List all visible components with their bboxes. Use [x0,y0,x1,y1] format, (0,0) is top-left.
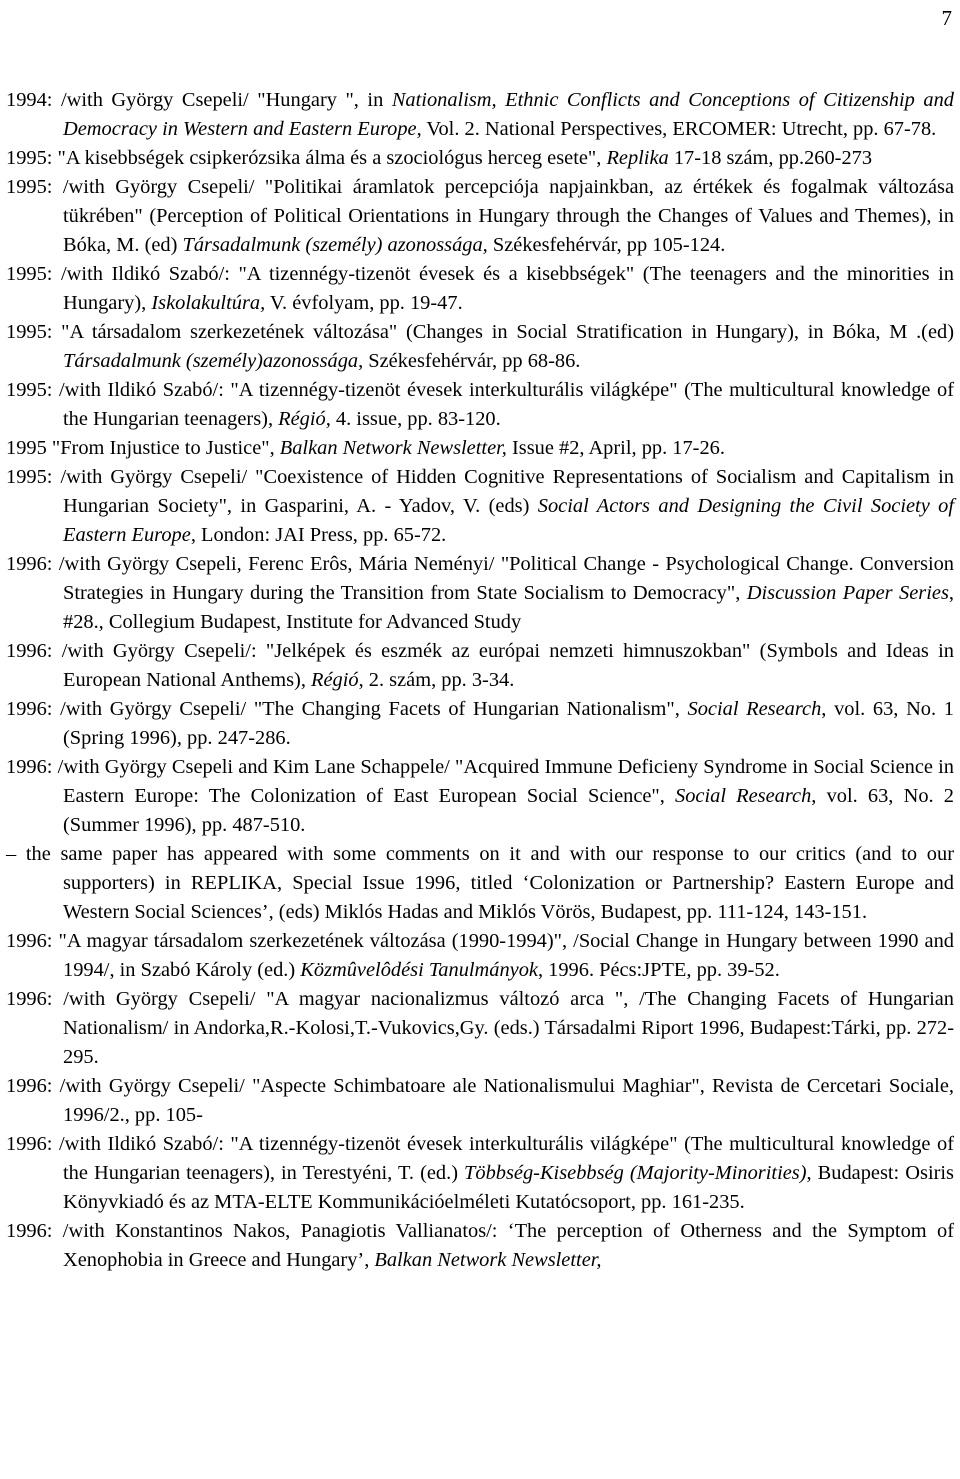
entry-text: , 2. szám, pp. 3-34. [358,669,515,691]
bibliography-entry [6,260,954,318]
bibliography-entry [6,144,954,173]
publication-title: Iskolakultúra, [151,292,266,314]
publication-title: Replika [606,147,669,169]
entry-text: 1995: /with Ildikó Szabó/: "A tizennégy-tizenöt évesek és a kisebbségek" (The teenagers and the minorities in Hungary), [6,263,954,314]
entry-text: , Vol. 2. National Perspectives, ERCOMER: Utrecht, pp. 67-78. [416,118,937,140]
bibliography-entry [6,86,954,144]
bibliography-entry [6,550,954,637]
entry-text: 1995: "A társadalom szerkezetének változása" (Changes in Social Stratification in Hungary), in Bóka, M .(ed) [6,321,954,343]
page-number: 7 [941,6,952,30]
bibliography-entry [6,463,954,550]
entry-text: 1996: /with György Csepeli, Ferenc Erôs, Mária Neményi/ "Political Change - Psychological Change. Conversion Strategies in Hungary during the Transition from State Socialism to Democracy", [6,553,954,604]
entry-text: 1996: /with György Csepeli/: "Jelképek és eszmék az európai nemzeti himnuszokban" (Symbols and Ideas in European National Anthems), [6,640,954,691]
entry-text: , 1996. Pécs:JPTE, pp. 39-52. [537,959,780,981]
bibliography-entry [6,753,954,840]
entry-text: 1996: /with Ildikó Szabó/: "A tizennégy-tizenöt évesek interkulturális világképe" (The multicultural knowledge of the Hungarian teenagers), in Terestyéni, T. (ed.) [6,1133,954,1184]
entry-text: 1996: /with György Csepeli/ "A magyar nacionalizmus változó arca ", /The Changing Facets of Hungarian Nationalism/ in Andorka,R.-Kolosi,T.-Vukovics,Gy. (eds.) Társadalmi Riport 1996, Budapest:Tárki, pp. 272-295. [6,988,954,1068]
entry-text: 1995: /with György Csepeli/ "Coexistence of Hidden Cognitive Representations of Socialism and Capitalism in Hungarian Society", in Gasparini, A. - Yadov, V. (eds) [6,466,954,517]
publication-title: Social Actors and Designing the Civil Society of Eastern Europe [63,495,954,546]
bibliography-entry [6,637,954,695]
publication-title: Társadalmunk (személy) azonossága, [182,234,488,256]
entry-text: 1996: "A magyar társadalom szerkezetének változása (1990-1994)", /Social Change in Hungary between 1990 and 1994/, in Szabó Károly (ed.) [6,930,954,981]
entry-text: , Székesfehérvár, pp 68-86. [358,350,581,372]
entry-text: 1995: "A kisebbségek csipkerózsika álma és a szociológus herceg esete", [6,147,607,169]
entry-text: , Budapest: Osiris Könyvkiadó és az MTA-ELTE Kommunikációelméleti Kutatócsoport, pp. 161-235. [63,1162,954,1213]
entry-text: 1995 "From Injustice to Justice", [6,437,280,459]
entry-text: 1996: /with György Csepeli and Kim Lane Schappele/ "Acquired Immune Deficieny Syndrome in Social Science in Eastern Europe: The Colonization of East European Social Science", [6,756,954,807]
bibliography-entry [6,985,954,1072]
bibliography-entry [6,927,954,985]
entry-text: V. évfolyam, pp. 19-47. [265,292,463,314]
entry-text: 17-18 szám, pp.260-273 [668,147,873,169]
publication-title: Többség-Kisebbség (Majority-Minorities) [464,1162,807,1184]
publication-title: Balkan Network Newsletter, [279,437,507,459]
entry-text: , London: JAI Press, pp. 65-72. [190,524,447,546]
entry-text: 1996: /with György Csepeli/ "The Changing Facets of Hungarian Nationalism", [6,698,688,720]
publication-title: Social Research [687,698,822,720]
entry-text: 1995: /with György Csepeli/ "Politikai áramlatok percepciója napjainkban, az értékek és fogalmak változása tükrében" (Perception of Political Orientations in Hungary through the Changes of Values and Themes), in Bóka, M. (ed) [6,176,954,256]
bibliography-entry [6,1130,954,1217]
entry-text: 1996: /with Konstantinos Nakos, Panagiotis Vallianatos/: ‘The perception of Otherness and the Symptom of Xenophobia in Greece and Hungary’, [6,1220,954,1271]
entry-text: Issue #2, April, pp. 17-26. [506,437,725,459]
bibliography-entry [6,376,954,434]
publication-title: Social Research [675,785,812,807]
entry-text: 4. issue, pp. 83-120. [330,408,501,430]
entry-text: , vol. 63, No. 2 (Summer 1996), pp. 487-510. [63,785,954,836]
bibliography-entry [6,1072,954,1130]
publication-title: Régió [311,669,359,691]
entry-text: Székesfehérvár, pp 105-124. [487,234,726,256]
entry-text: , #28., Collegium Budapest, Institute for Advanced Study [63,582,954,633]
bibliography-entry [6,173,954,260]
bibliography-list [6,86,954,1275]
bibliography-entry [6,695,954,753]
entry-text: – the same paper has appeared with some comments on it and with our response to our critics (and to our supporters) in REPLIKA, Special Issue 1996, titled ‘Colonization or Partnership? Eastern Europe and Western Social Sciences’, (eds) Miklós Hadas and Miklós Vörös, Budapest, pp. 111-124, 143-151. [6,843,954,923]
entry-text: 1994: /with György Csepeli/ "Hungary ", in [6,89,392,111]
publication-title: Régió, [278,408,331,430]
bibliography-entry [6,434,954,463]
bibliography-entry [6,840,954,927]
bibliography-entry [6,318,954,376]
publication-title: Balkan Network Newsletter, [374,1249,602,1271]
publication-title: Nationalism, Ethnic Conflicts and Conceptions of Citizenship and Democracy in Western and Eastern Europe [63,89,954,140]
entry-text: 1996: /with György Csepeli/ "Aspecte Schimbatoare ale Nationalismului Maghiar", Revista de Cercetari Sociale, 1996/2., pp. 105- [6,1075,954,1126]
entry-text: , vol. 63, No. 1 (Spring 1996), pp. 247-286. [63,698,954,749]
bibliography-entry [6,1217,954,1275]
publication-title: Discussion Paper Series [746,582,949,604]
publication-title: Közmûvelôdési Tanulmányok [300,959,538,981]
publication-title: Társadalmunk (személy)azonossága [63,350,359,372]
entry-text: 1995: /with Ildikó Szabó/: "A tizennégy-tizenöt évesek interkulturális világképe" (The multicultural knowledge of the Hungarian teenagers), [6,379,954,430]
